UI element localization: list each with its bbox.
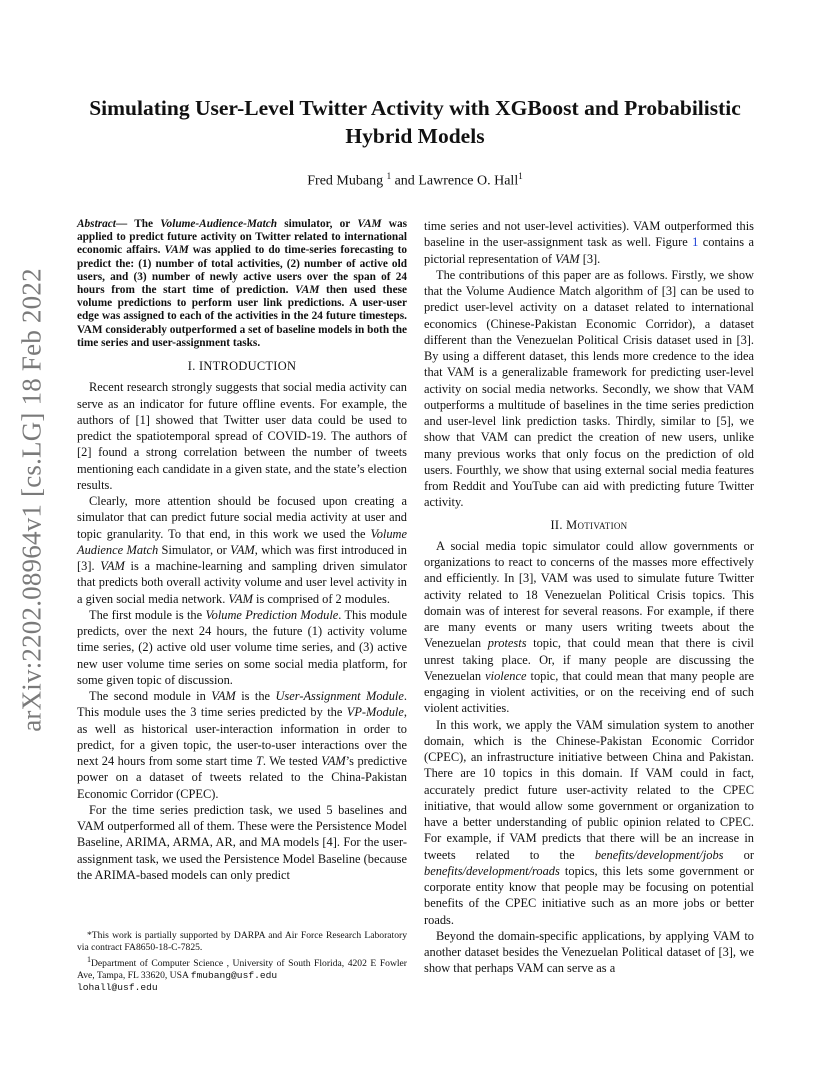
motivation-number: II. (550, 517, 567, 532)
intro-paragraph-5-continued (424, 218, 754, 267)
author-2-affiliation-mark: 1 (518, 171, 523, 181)
cont-text-c: [3]. (579, 251, 601, 266)
intro-p2-text-a: Clearly, more attention should be focused upon creating a simulator that can predict future social media activity at user and topic granularity. To that end, in this work we used the (77, 494, 407, 541)
intro-paragraph-3 (77, 607, 407, 688)
mot-p1-text-c: topic, that could mean that many people are engaging in violent activities, or on the receiving end of such violent activities. (424, 668, 755, 716)
mot-p2-text-c: topics, this lets some government or corporate entity know that people may be focusing on potential benefits of the CPEC initiative such as an more jobs or better roads. (424, 863, 754, 927)
mot-p2-text-b: or (723, 847, 755, 862)
right-column (424, 218, 754, 977)
cont-text-a: time series and not user-level activities). VAM outperformed this baseline in the user-assignment task as well. Figure (424, 219, 754, 250)
abstract (77, 218, 407, 350)
abstract-text-2: simulator, or (277, 218, 358, 230)
intro-p2-text-b: Simulator, or (158, 542, 231, 557)
intro-p4-italic-1: VAM (211, 689, 236, 704)
intro-paragraph-1: Recent research strongly suggests that social media activity can serve as an indicator for future offline events. For example, the authors of [1] showed that Twitter user data could be used to predict the spatiotemporal spread of COVID-19. The authors of [2] found a strong correlation between the number of tweets mentioning each candidate in a given state, and the state’s election results. (77, 380, 407, 492)
intro-p4-text-f: ’s predictive power on a dataset of tweets related to the China-Pakistan Economic Corridor (CPEC). (77, 754, 407, 801)
arxiv-identifier-stamp (2, 268, 62, 732)
motivation-paragraph-3: Beyond the domain-specific applications, by applying VAM to another dataset besides the Venezuelan Political dataset of [3], we show that perhaps VAM can serve as a (424, 928, 754, 976)
contributions-paragraph: The contributions of this paper are as follows. Firstly, we show that the Volume Audience Match algorithm of [3] can be used to predict user-level activity on a dataset related to international economics (Chinese-Pakistan Economic Corridor), a dataset different than the Venezuelan Political Crisis dataset used in [3]. By using a different dataset, this lends more credence to the idea that VAM is a generalizable framework for predicting user-level activity on social media networks. Secondly, we show that VAM outperforms a multitude of baselines in the time series prediction and user-level link prediction tasks. Thirdly, similar to [5], we show that VAM can predict the creation of new users, unlike many previous works that only focus on the prediction of old users. Fourthly, we show that using external social media features from Reddit and YouTube can aid with predicting future Twitter activity. (424, 267, 754, 510)
intro-p2-italic-3: VAM (100, 559, 125, 574)
intro-p2-italic-4: VAM (228, 591, 253, 606)
intro-p3-italic-1: Volume Prediction Module (205, 607, 339, 622)
intro-p4-italic-5: VAM (321, 754, 346, 769)
figure-1-link[interactable]: 1 (692, 235, 699, 250)
motivation-paragraph-1 (424, 538, 754, 717)
paper-title: Simulating User-Level Twitter Activity with XGBoost and Probabilistic Hybrid Models (89, 96, 741, 148)
footnote-affiliation (77, 954, 407, 993)
author-2-name: Lawrence O. Hall (418, 173, 519, 189)
intro-paragraph-4 (77, 688, 407, 802)
intro-p4-italic-2: User-Assignment Module (275, 689, 404, 704)
intro-p2-text-c: , which was first introduced in [3]. (77, 542, 407, 574)
abstract-vam-1: VAM (357, 218, 382, 230)
footnote-funding: *This work is partially supported by DARPA and Air Force Research Laboratory via contract FA8650-18-C-7825. (77, 930, 407, 953)
motivation-title: Motivation (566, 517, 628, 532)
footnote-affiliation-mark: 1 (87, 955, 91, 965)
abstract-vam-3: VAM (295, 284, 320, 297)
abstract-label: Abstract (77, 218, 116, 230)
intro-p2-text-e: is comprised of 2 modules. (252, 591, 390, 606)
intro-p3-text-a: The first module is the (89, 607, 206, 622)
author-line (70, 171, 760, 190)
motivation-paragraph-2 (424, 717, 754, 928)
footnote-email-2[interactable]: lohall@usf.edu (77, 981, 158, 993)
cont-text-b: contains a pictorial representation of (424, 235, 754, 266)
author-1-affiliation-mark: 1 (386, 171, 392, 181)
left-column (77, 218, 407, 883)
abstract-text-4: was applied to do time-series forecasting to predict the: (1) number of total activities, (2) number of active old users, and (3) number of newly active users over the span of 24 hours from the start time of prediction. (77, 244, 408, 297)
section-heading-introduction: I. INTRODUCTION (187, 359, 297, 374)
section-heading-motivation (424, 517, 754, 533)
intro-p2-italic-1: Volume Audience Match (77, 526, 407, 557)
intro-p4-italic-4: T (255, 754, 263, 769)
intro-paragraph-5: For the time series prediction task, we used 5 baselines and VAM outperformed all of them. These were the Persistence Model Baseline, ARIMA, ARMA, AR, and MA models [4]. For the user-assignment task, we used the Persistence Model Baseline (because the ARIMA-based models can only predict (77, 802, 407, 882)
intro-p4-text-c: . This module uses the 3 time series predicted by the (77, 689, 407, 720)
abstract-vam-2: VAM (164, 244, 189, 257)
footnotes (77, 930, 407, 994)
abstract-text-5: then used these volume predictions to perform user link predictions. A user-user edge was assigned to each of the activities in the 24 future timesteps. VAM considerably outperformed a set of baseline models in both the time series and user-assignment tasks. (77, 284, 407, 349)
abstract-vam-fullname: Volume-Audience-Match (160, 218, 278, 230)
mot-p1-text-a: A social media topic simulator could allow governments or organizations to react to concerns of the masses more effectively and efficiently. In [3], VAM was used to simulate future Twitter activity related to 18 Venezuelan Political Crisis topics. This domain was of interest for several reasons. For example, if there are many events or many users writing tweets about the Venezuelan (424, 538, 754, 651)
abstract-dash: — (115, 218, 135, 230)
intro-p4-text-d: , as well as historical user-interaction information in order to predict, for a given topic, the user-to-user interactions over the next 24 hours from some start time (77, 705, 407, 769)
abstract-text-3: was applied to predict future activity on Twitter related to international economic affairs. (77, 218, 407, 257)
arxiv-identifier-text: arXiv:2202.08964v1 [cs.LG] 18 Feb 2022 (16, 268, 47, 732)
intro-p3-text-b: . This module predicts, over the next 24 hours, the future (1) activity volume time series, (2) active old user volume time series, and (3) active new user volume time series on some social media platform, for some given topic of discussion. (77, 607, 407, 687)
abstract-text-1: The (134, 218, 161, 230)
footnote-email-1[interactable]: fmubang@usf.edu (190, 969, 278, 981)
intro-p2-text-d: is a machine-learning and sampling driven simulator that predicts both overall activity volume and user level activity in a given social media network. (77, 559, 407, 606)
intro-p4-text-e: . We tested (262, 754, 322, 769)
author-1-name: Fred Mubang (307, 173, 384, 189)
intro-p2-italic-2: VAM (230, 542, 255, 557)
mot-p1-text-b: topic, that could mean that there is civil unrest taking place. Or, if many people are discussing the Venezuelan (424, 636, 754, 683)
intro-p4-text-a: The second module in (89, 689, 212, 704)
mot-p2-italic-2: benefits/development/roads (424, 863, 560, 878)
cont-italic-vam: VAM (555, 251, 580, 266)
author-conjunction: and (394, 173, 415, 189)
mot-p1-italic-1: protests (487, 636, 527, 651)
footnote-affiliation-text: Department of Computer Science , University of South Florida, 4202 E Fowler Ave, Tampa, FL 33620, USA (77, 958, 407, 981)
mot-p2-italic-1: benefits/development/jobs (594, 847, 724, 862)
intro-paragraph-2 (77, 493, 407, 607)
mot-p2-text-a: In this work, we apply the VAM simulation system to another domain, which is the Chinese-Pakistan Economic Corridor (CPEC), an infrastructure initiative between China and Pakistan. There are 10 topics in this domain. If VAM could in fact, accurately predict future user-activity related to the CPEC initiative, that would allow some government or organization to have a better understanding of public opinion related to CPEC. For example, if VAM predicts that there will be an increase in tweets related to the (424, 717, 754, 862)
intro-p4-text-b: is the (235, 689, 276, 704)
intro-p4-italic-3: VP-Module (346, 705, 404, 720)
mot-p1-italic-2: violence (485, 668, 527, 683)
